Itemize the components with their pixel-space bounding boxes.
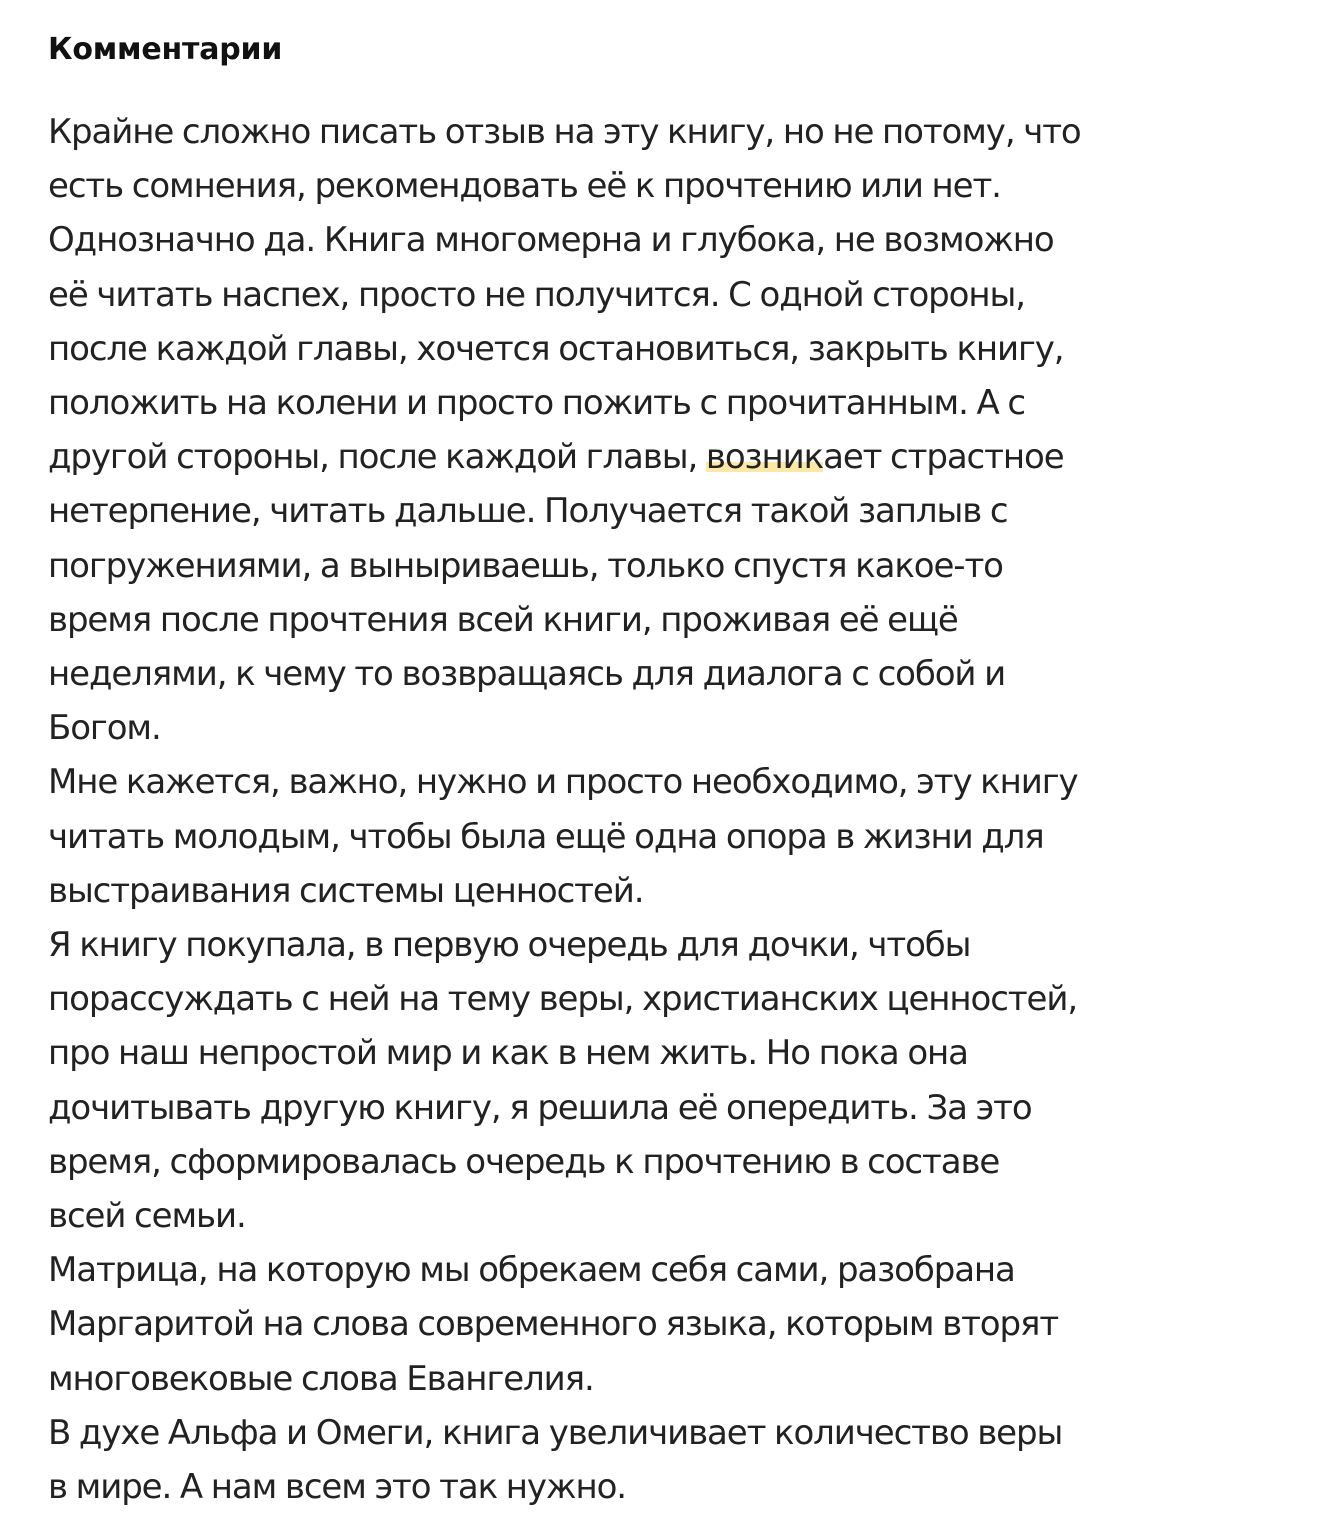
text-line: её читать наспех, просто не получится. С одной стороны,: [48, 274, 1025, 315]
comment-paragraph-2: [48, 755, 1272, 918]
section-title: Комментарии: [48, 32, 283, 67]
text-line: нетерпение, читать дальше. Получается такой заплыв с: [48, 491, 1008, 532]
text-line: многовековые слова Евангелия.: [48, 1358, 594, 1399]
text-line: время после прочтения всей книги, проживая её ещё: [48, 599, 958, 640]
text-line: после каждой главы, хочется остановиться, закрыть книгу,: [48, 328, 1064, 369]
text-line: Однозначно да. Книга многомерна и глубока, не возможно: [48, 220, 1054, 261]
text-line-with-highlight: [48, 430, 1272, 484]
comment-body: [48, 105, 1272, 1514]
highlighted-text: возник: [705, 437, 824, 478]
comment-paragraph-4: [48, 1243, 1272, 1406]
text-line: в мире. А нам всем это так нужно.: [48, 1467, 626, 1508]
text-line: дочитывать другую книгу, я решила её опередить. За это: [48, 1087, 1032, 1128]
text-line: время, сформировалась очередь к прочтению в составе: [48, 1141, 1000, 1182]
comment-paragraph-5: [48, 1406, 1272, 1514]
text-segment: другой стороны, после каждой главы,: [48, 437, 706, 478]
text-line: всей семьи.: [48, 1196, 246, 1237]
comment-paragraph-3: [48, 918, 1272, 1243]
text-line: порассуждать с ней на тему веры, христианских ценностей,: [48, 979, 1078, 1020]
text-line: погружениями, а выныриваешь, только спустя какое-то: [48, 545, 1003, 586]
text-line: неделями, к чему то возвращаясь для диалога с собой и: [48, 654, 1006, 695]
text-line: Я книгу покупала, в первую очередь для дочки, чтобы: [48, 925, 971, 966]
text-line: есть сомнения, рекомендовать её к прочтению или нет.: [48, 166, 1001, 207]
text-segment: ает страстное: [823, 437, 1064, 478]
text-line: Крайне сложно писать отзыв на эту книгу, но не потому, что: [48, 112, 1081, 152]
text-line: выстраивания системы ценностей.: [48, 870, 644, 911]
text-line: Матрица, на которую мы обрекаем себя сами, разобрана: [48, 1250, 1015, 1291]
text-line: В духе Альфа и Омеги, книга увеличивает количество веры: [48, 1412, 1063, 1453]
text-line: Богом.: [48, 708, 161, 749]
comment-paragraph-1: [48, 105, 1272, 755]
text-line: про наш непростой мир и как в нем жить. Но пока она: [48, 1033, 968, 1074]
text-line: положить на колени и просто пожить с прочитанным. А с: [48, 383, 1025, 424]
text-line: Мне кажется, важно, нужно и просто необходимо, эту книгу: [48, 762, 1078, 803]
text-line: Маргаритой на слова современного языка, которым вторят: [48, 1304, 1059, 1345]
text-line: читать молодым, чтобы была ещё одна опора в жизни для: [48, 816, 1044, 857]
